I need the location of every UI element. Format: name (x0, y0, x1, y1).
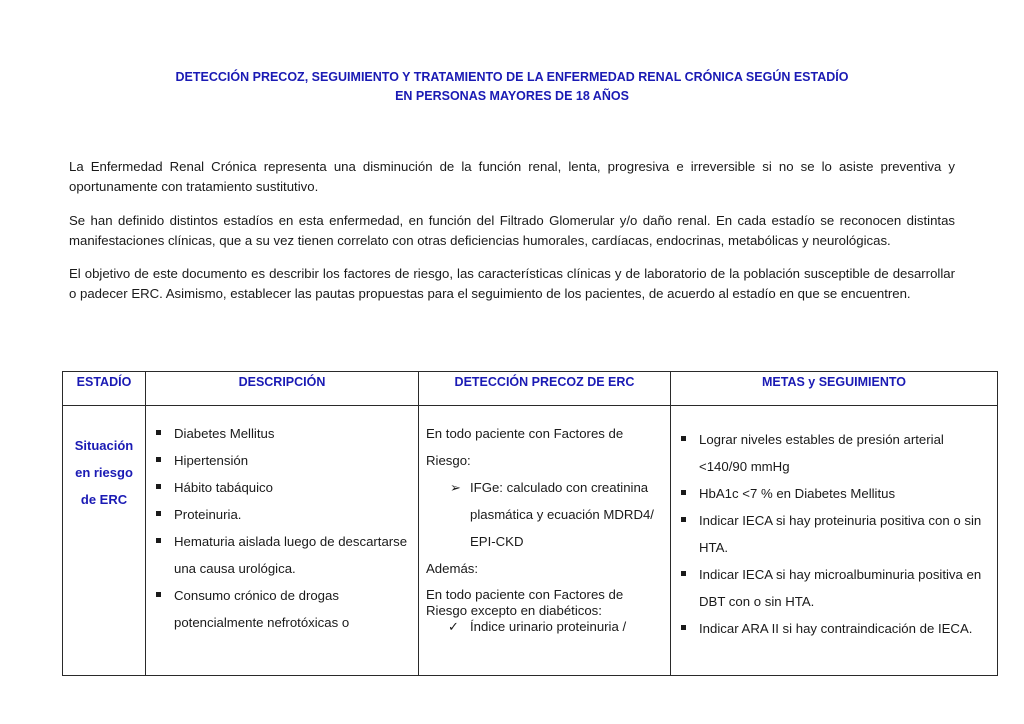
list-item-text: Hábito tabáquico (174, 480, 273, 495)
list-item (154, 447, 412, 474)
detection-cell (419, 406, 671, 676)
list-item (679, 615, 989, 642)
list-item (679, 426, 989, 480)
list-item (154, 501, 412, 528)
stages-table (62, 371, 998, 676)
description-list (154, 420, 412, 636)
bullet-icon (156, 592, 161, 597)
stage-line-2: en riesgo (75, 465, 133, 480)
bullet-icon (156, 430, 161, 435)
detection-arrow-item (426, 474, 666, 555)
checkmark-icon: ✓ (448, 619, 459, 634)
bullet-icon (156, 538, 161, 543)
list-item-text: Hematuria aislada luego de descartarse una causa urológica. (174, 534, 408, 576)
list-item-text: Lograr niveles estables de presión arterial <140/90 mmHg (699, 432, 944, 474)
title-line-1: DETECCIÓN PRECOZ, SEGUIMIENTO Y TRATAMIENTO DE LA ENFERMEDAD RENAL CRÓNICA SEGÚN ESTADÍO (175, 70, 849, 84)
goals-cell (671, 406, 998, 676)
bullet-icon (681, 436, 686, 441)
header-description: DESCRIPCIÓN (146, 372, 419, 406)
bullet-icon (681, 571, 686, 576)
arrow-item-text: IFGe: calculado con creatinina plasmática y ecuación MDRD4/ EPI-CKD (470, 480, 654, 549)
list-item (154, 420, 412, 447)
paragraph-stages: Se han definido distintos estadíos en esta enfermedad, en función del Filtrado Glomerular y/o daño renal. En cada estadío se reconocen distintas manifestaciones clínicas, que a su vez tienen correlato con otras deficiencias humorales, cardíacas, endocrinas, metabólicas y neurológicas. (69, 213, 955, 248)
paragraph-intro: La Enfermedad Renal Crónica representa una disminución de la función renal, lenta, progresiva e irreversible si no se lo asiste preventiva y oportunamente con tratamiento sustitutivo. (69, 159, 955, 194)
check-item-text: Índice urinario proteinuria / (470, 619, 627, 634)
list-item-text: Consumo crónico de drogas potencialmente nefrotóxicas o (174, 588, 350, 630)
list-item-text: Proteinuria. (174, 507, 242, 522)
list-item-text: Indicar ARA II si hay contraindicación de IECA. (699, 621, 973, 636)
detection-check-item (426, 619, 666, 635)
header-goals: METAS y SEGUIMIENTO (671, 372, 998, 406)
table-row (63, 406, 998, 676)
header-stage: ESTADÍO (63, 372, 146, 406)
list-item (679, 480, 989, 507)
stage-cell (63, 406, 146, 676)
bullet-icon (681, 625, 686, 630)
table-header-row (63, 372, 998, 406)
title-line-2: EN PERSONAS MAYORES DE 18 AÑOS (395, 89, 629, 103)
list-item (154, 474, 412, 501)
bullet-icon (681, 490, 686, 495)
list-item-text: Indicar IECA si hay proteinuria positiva con o sin HTA. (699, 513, 982, 555)
list-item-text: Indicar IECA si hay microalbuminuria positiva en DBT con o sin HTA. (699, 567, 982, 609)
paragraph-objective: El objetivo de este documento es describir los factores de riesgo, las características clínicas y de laboratorio de la población susceptible de desarrollar o padecer ERC. Asimismo, establecer las pautas propuestas para el seguimiento de los pacientes, de acuerdo al estadío en que se encuentren. (69, 266, 955, 301)
stage-line-1: Situación (74, 438, 134, 453)
list-item-text: HbA1c <7 % en Diabetes Mellitus (699, 486, 896, 501)
header-detection: DETECCIÓN PRECOZ DE ERC (419, 372, 671, 406)
arrow-icon: ➢ (450, 480, 461, 495)
list-item (154, 582, 412, 636)
bullet-icon (156, 484, 161, 489)
bullet-icon (156, 457, 161, 462)
list-item (679, 507, 989, 561)
list-item-text: Hipertensión (174, 453, 249, 468)
description-cell (146, 406, 419, 676)
detection-also: Además: (426, 561, 479, 576)
list-item-text: Diabetes Mellitus (174, 426, 275, 441)
goals-list (679, 426, 989, 642)
bullet-icon (156, 511, 161, 516)
document-title (0, 68, 1024, 106)
detection-intro-2: En todo paciente con Factores de Riesgo excepto en diabéticos: (426, 587, 624, 618)
stage-line-3: de ERC (80, 492, 128, 507)
list-item (154, 528, 412, 582)
bullet-icon (681, 517, 686, 522)
list-item (679, 561, 989, 615)
detection-intro: En todo paciente con Factores de Riesgo: (426, 426, 624, 468)
